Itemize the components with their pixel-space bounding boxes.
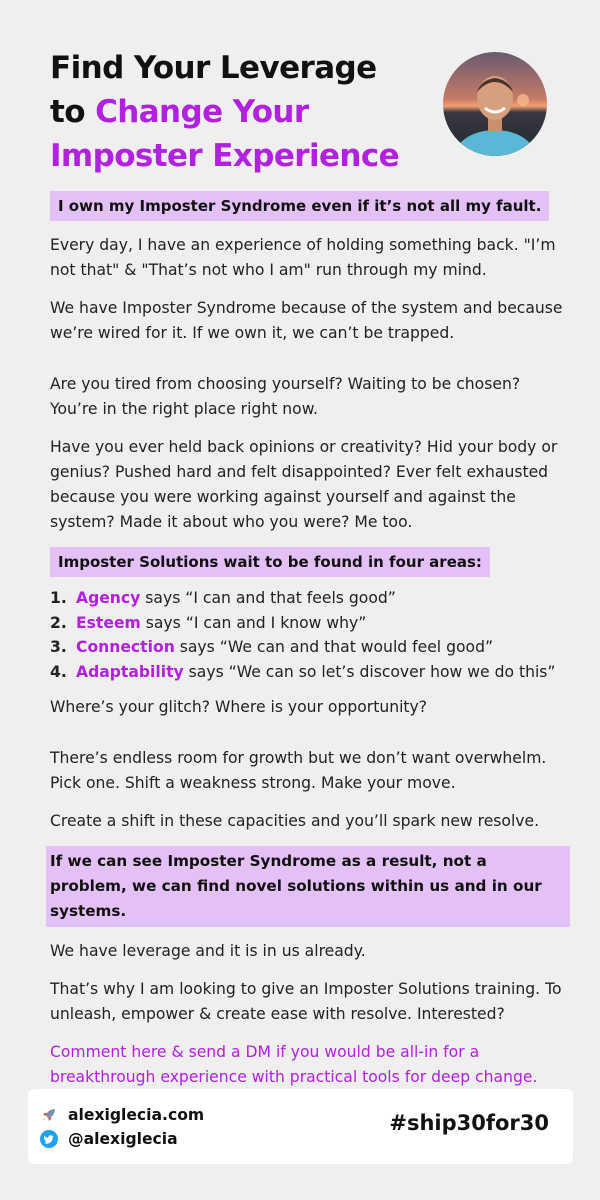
list-item <box>50 660 570 685</box>
twitter-bird-icon <box>40 1130 58 1148</box>
hashtag[interactable]: #ship30for30 <box>389 1111 549 1135</box>
website-label: alexiglecia.com <box>68 1106 205 1124</box>
list-number: 3. <box>50 638 67 656</box>
paragraph-shift: Create a shift in these capacities and you’ll spark new resolve. <box>50 812 540 830</box>
paragraph-system: We have Imposter Syndrome because of the system and because we’re wired for it. If we own it, we can’t be trapped. <box>50 299 563 342</box>
avatar <box>443 52 547 156</box>
rocket-icon <box>40 1106 58 1124</box>
list-number: 1. <box>50 589 67 607</box>
list-item <box>50 635 570 660</box>
avatar-portrait-icon <box>443 52 547 156</box>
footer-card <box>28 1089 573 1164</box>
paragraph-growth: There’s endless room for growth but we don’t want overwhelm. Pick one. Shift a weakness strong. Make your move. <box>50 749 547 792</box>
paragraph-leverage: We have leverage and it is in us already. <box>50 942 366 960</box>
area-text: says “I can and that feels good” <box>140 589 396 607</box>
footer-links <box>40 1103 204 1151</box>
paragraph-glitch: Where’s your glitch? Where is your opportunity? <box>50 698 428 716</box>
paragraph-held-back: Have you ever held back opinions or creativity? Hid your body or genius? Pushed hard and felt disappointed? Ever felt exhausted because you were working against yourself and against the system? Made it about who you were? Me too. <box>50 438 558 531</box>
list-item <box>50 611 570 636</box>
twitter-label: @alexiglecia <box>68 1130 178 1148</box>
paragraph-tired: Are you tired from choosing yourself? Waiting to be chosen? You’re in the right place right now. <box>50 375 521 418</box>
title-line-2-accent: Change Your <box>95 94 309 130</box>
call-to-action: Comment here & send a DM if you would be all-in for a breakthrough experience with practical tools for deep change. <box>50 1043 538 1086</box>
post-body <box>50 190 570 1090</box>
area-name: Agency <box>76 589 141 607</box>
highlight-result: If we can see Imposter Syndrome as a result, not a problem, we can find novel solutions within us and in our systems. <box>46 846 570 927</box>
twitter-link[interactable] <box>40 1127 204 1151</box>
title-line-2 <box>50 90 440 134</box>
paragraph-holding-back: Every day, I have an experience of holding something back. "I’m not that" & "That’s not who I am" run through my mind. <box>50 236 556 279</box>
area-text: says “I can and I know why” <box>140 613 367 632</box>
highlight-four-areas: Imposter Solutions wait to be found in four areas: <box>50 547 490 577</box>
area-name: Connection <box>76 638 175 656</box>
page-title <box>50 46 440 178</box>
title-line-2-prefix: to <box>50 94 96 130</box>
paragraph-training: That’s why I am looking to give an Imposter Solutions training. To unleash, empower & create ease with resolve. Interested? <box>50 980 562 1023</box>
list-number: 4. <box>50 662 67 681</box>
title-line-3: Imposter Experience <box>50 138 400 174</box>
title-line-1: Find Your Leverage <box>50 50 377 86</box>
website-link[interactable] <box>40 1103 204 1127</box>
area-name: Adaptability <box>76 662 184 681</box>
list-item <box>50 586 570 611</box>
area-text: says “We can and that would feel good” <box>174 638 494 656</box>
list-number: 2. <box>50 613 67 632</box>
area-name: Esteem <box>76 613 141 632</box>
areas-list <box>50 586 570 684</box>
highlight-ownership: I own my Imposter Syndrome even if it’s not all my fault. <box>50 191 549 221</box>
area-text: says “We can so let’s discover how we do this” <box>183 662 556 681</box>
